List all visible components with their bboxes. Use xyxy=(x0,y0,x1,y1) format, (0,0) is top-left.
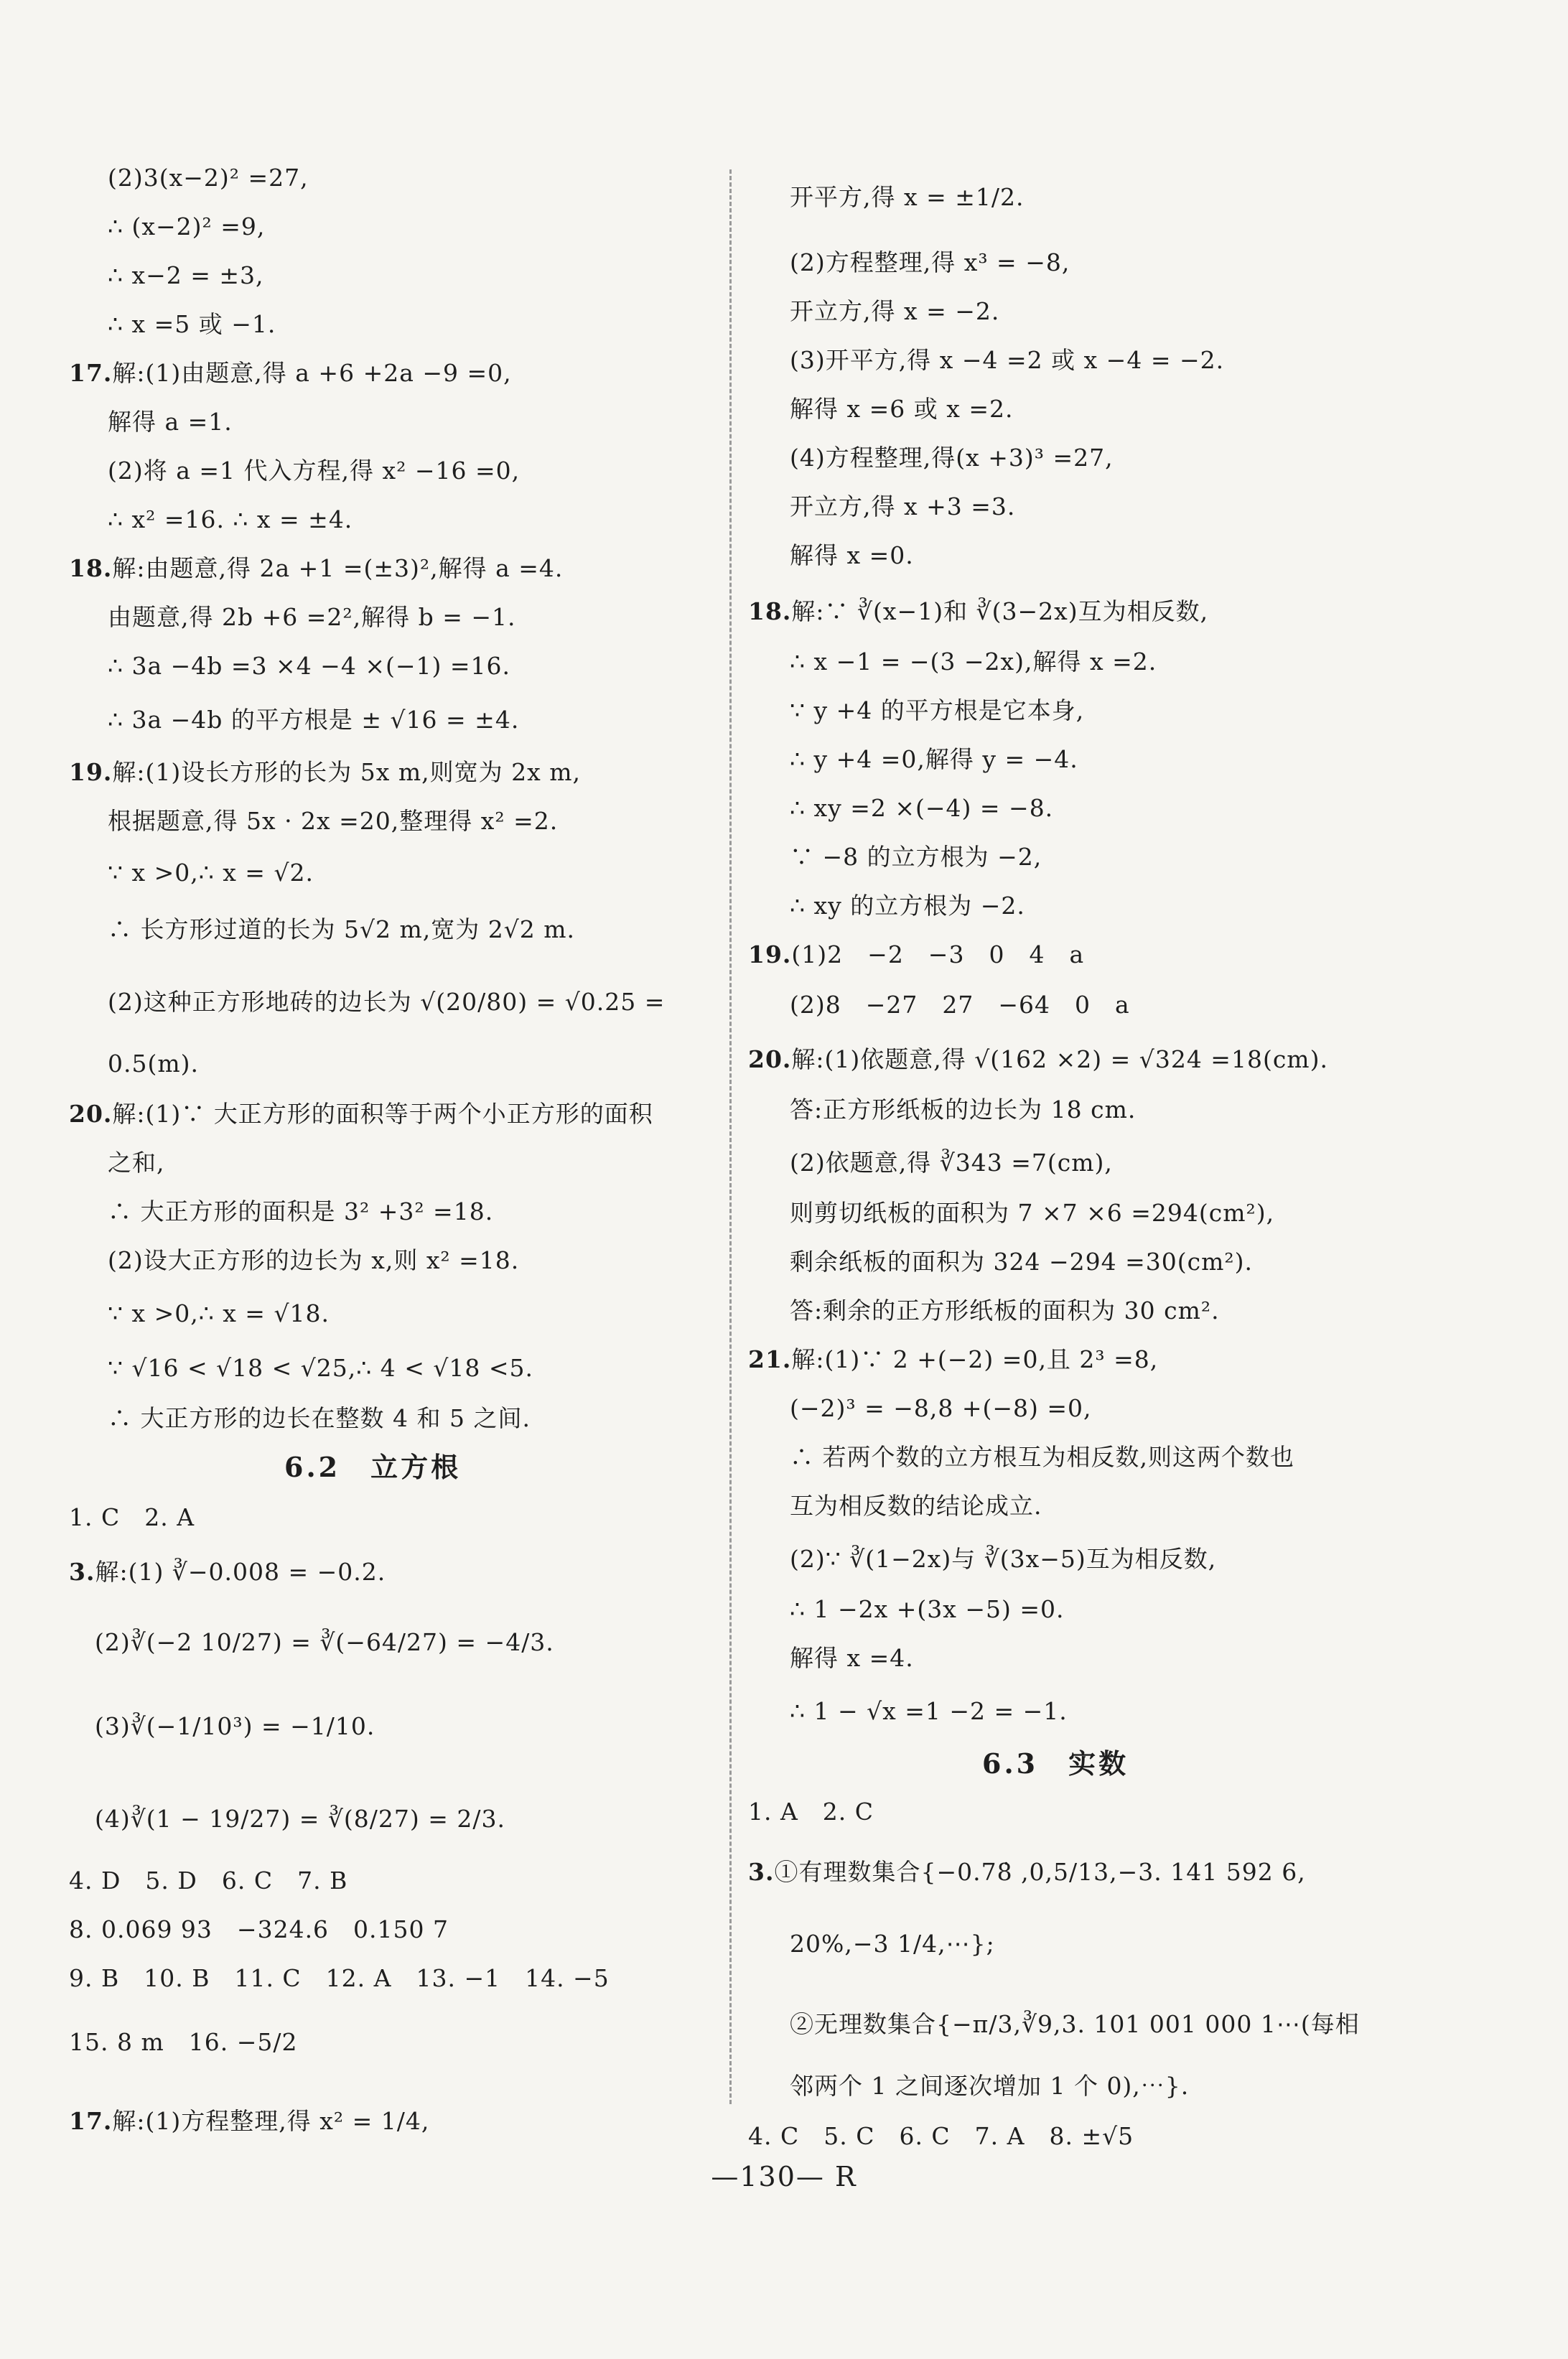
answer-text: ∴ 长方形过道的长为 5√2 m,宽为 2√2 m. xyxy=(108,915,576,943)
answer-line xyxy=(69,1964,610,1993)
question-number: 19. xyxy=(69,758,113,786)
answer-line xyxy=(790,2010,1360,2039)
answer-line xyxy=(790,541,914,570)
answer-text: ∴ y +4 =0,解得 y = −4. xyxy=(790,745,1078,773)
answer-line xyxy=(790,1199,1274,1228)
answer-text: ∴ x−2 = ±3, xyxy=(108,261,264,289)
answer-text: 6.2 立方根 xyxy=(284,1451,462,1483)
answer-line xyxy=(108,1299,330,1328)
answer-text: (2)∛(−2 10/27) = ∛(−64/27) = −4/3. xyxy=(95,1628,554,1656)
answer-line xyxy=(790,1930,995,1958)
question-number: 18. xyxy=(748,597,792,625)
question-number: 17. xyxy=(69,2107,113,2135)
answer-text: ∵ −8 的立方根为 −2, xyxy=(790,843,1042,871)
answer-text: 解:(1)∵ 2 +(−2) =0,且 2³ =8, xyxy=(791,1345,1159,1373)
answer-line xyxy=(108,706,519,734)
answer-line xyxy=(108,408,233,436)
answer-line xyxy=(748,1345,1158,1374)
edition-mark: R xyxy=(835,2161,857,2192)
answer-text: 6.3 实数 xyxy=(982,1747,1129,1780)
answer-line xyxy=(108,915,575,944)
answer-line xyxy=(790,1096,1136,1124)
answer-line xyxy=(69,1503,195,1532)
answer-line xyxy=(790,1492,1042,1520)
answer-text: 解得 x =6 或 x =2. xyxy=(790,395,1014,423)
answer-line xyxy=(790,395,1013,424)
answer-line xyxy=(748,1798,874,1826)
answer-line xyxy=(748,2122,1134,2151)
answer-line xyxy=(790,843,1042,872)
answer-line xyxy=(108,1149,165,1177)
answer-line xyxy=(69,758,581,787)
answer-line xyxy=(790,492,1015,521)
answer-text: 解得 x =0. xyxy=(790,541,914,569)
answer-line xyxy=(108,988,665,1017)
answer-text: (2)依题意,得 ∛343 =7(cm), xyxy=(790,1149,1113,1177)
answer-text: 根据题意,得 5x · 2x =20,整理得 x² =2. xyxy=(108,807,559,835)
answer-line xyxy=(108,310,276,339)
answer-text: 解:(1)方程整理,得 x² = 1/4, xyxy=(112,2107,430,2135)
answer-text: ∴ 大正方形的边长在整数 4 和 5 之间. xyxy=(108,1404,531,1432)
answer-line xyxy=(748,940,1084,969)
answer-line xyxy=(790,1443,1294,1472)
answer-text: 则剪切纸板的面积为 7 ×7 ×6 =294(cm²), xyxy=(790,1199,1275,1227)
answer-text: ∴ 3a −4b 的平方根是 ± √16 = ±4. xyxy=(108,706,520,734)
answer-text: ∵ x >0,∴ x = √2. xyxy=(108,859,314,887)
answer-line xyxy=(790,745,1078,774)
column-divider xyxy=(729,169,732,2104)
answer-text: (2)∵ ∛(1−2x)与 ∛(3x−5)互为相反数, xyxy=(790,1545,1217,1573)
answer-text: (2)8 −27 27 −64 0 a xyxy=(790,991,1130,1019)
answer-text: ∴ x =5 或 −1. xyxy=(108,310,276,338)
answer-line xyxy=(790,248,1070,277)
answer-text: (3)∛(−1/10³) = −1/10. xyxy=(95,1712,375,1740)
answer-text: 解:由题意,得 2a +1 =(±3)²,解得 a =4. xyxy=(112,554,564,582)
question-number: 17. xyxy=(69,359,113,387)
answer-text: ∵ y +4 的平方根是它本身, xyxy=(790,696,1085,724)
answer-line xyxy=(790,696,1084,725)
answer-text: 邻两个 1 之间逐次增加 1 个 0),⋯}. xyxy=(790,2072,1190,2100)
question-number: 19. xyxy=(748,940,792,968)
answer-text: ∴ 大正方形的面积是 3² +3² =18. xyxy=(108,1197,494,1225)
answer-text: 20%,−3 1/4,⋯}; xyxy=(790,1930,995,1958)
answer-text: 0.5(m). xyxy=(108,1050,200,1078)
answer-text: 15. 8 m 16. −5/2 xyxy=(69,2028,298,2056)
answer-text: 答:正方形纸板的边长为 18 cm. xyxy=(790,1096,1137,1124)
answer-text: 解:∵ ∛(x−1)和 ∛(3−2x)互为相反数, xyxy=(791,597,1209,625)
answer-text: 9. B 10. B 11. C 12. A 13. −1 14. −5 xyxy=(69,1964,610,1992)
answer-line xyxy=(95,1628,554,1657)
answer-text: ∴ 3a −4b =3 ×4 −4 ×(−1) =16. xyxy=(108,652,510,680)
answer-line xyxy=(790,991,1130,1019)
answer-text: ∴ xy 的立方根为 −2. xyxy=(790,892,1025,920)
answer-text: (2)设大正方形的边长为 x,则 x² =18. xyxy=(108,1246,520,1274)
answer-line xyxy=(108,807,558,836)
question-number: 21. xyxy=(748,1345,792,1373)
answer-line xyxy=(790,1248,1253,1276)
answer-text: ∴ x² =16. ∴ x = ±4. xyxy=(108,505,353,533)
answer-text: ①有理数集合{−0.78̇ ,0,5/13,−3. 141 592 6, xyxy=(774,1858,1306,1886)
answer-line xyxy=(790,297,999,326)
section-heading xyxy=(982,1747,1129,1781)
answer-line xyxy=(69,2107,429,2136)
question-number: 3. xyxy=(748,1858,775,1886)
answer-text: 解:(1)依题意,得 √(162 ×2) = √324 =18(cm). xyxy=(791,1045,1328,1073)
answer-text: ∵ x >0,∴ x = √18. xyxy=(108,1299,330,1327)
answer-line xyxy=(790,1297,1220,1325)
question-number: 3. xyxy=(69,1558,95,1586)
answer-line xyxy=(69,359,512,388)
answer-line xyxy=(108,1354,533,1383)
answer-text: ∴ 1 −2x +(3x −5) =0. xyxy=(790,1595,1065,1623)
answer-line xyxy=(69,1867,347,1895)
answer-text: 解:(1) ∛−0.008 = −0.2. xyxy=(95,1558,386,1586)
answer-text: (−2)³ = −8,8 +(−8) =0, xyxy=(790,1394,1092,1422)
answer-line xyxy=(108,603,515,632)
answer-text: 1. C 2. A xyxy=(69,1503,195,1531)
answer-line xyxy=(69,1915,449,1944)
answer-text: (2)这种正方形地砖的边长为 √(20/80) = √0.25 = xyxy=(108,988,666,1016)
answer-line xyxy=(108,261,264,290)
answer-line xyxy=(748,1045,1328,1074)
answer-line xyxy=(108,859,314,887)
answer-line xyxy=(108,1404,531,1433)
answer-text: 解得 a =1. xyxy=(108,408,233,436)
answer-line xyxy=(108,652,510,681)
answer-text: ②无理数集合{−π/3,∛9,3. 101 001 000 1⋯(每相 xyxy=(790,2010,1360,2038)
answer-line xyxy=(790,1595,1064,1624)
answer-line xyxy=(108,164,309,192)
answer-text: (2)将 a =1 代入方程,得 x² −16 =0, xyxy=(108,457,521,485)
answer-line xyxy=(790,1394,1092,1423)
answer-text: 互为相反数的结论成立. xyxy=(790,1492,1042,1520)
answer-text: 4. C 5. C 6. C 7. A 8. ±√5 xyxy=(748,2122,1134,2150)
question-number: 20. xyxy=(748,1045,792,1073)
answer-text: ∴ 1 − √x =1 −2 = −1. xyxy=(790,1697,1068,1725)
answer-line xyxy=(748,597,1208,626)
answer-text: 开立方,得 x = −2. xyxy=(790,297,1000,325)
answer-line xyxy=(790,892,1025,920)
answer-text: 解:(1)∵ 大正方形的面积等于两个小正方形的面积 xyxy=(112,1100,653,1128)
page-footer xyxy=(0,2159,1568,2194)
answer-line xyxy=(790,346,1224,375)
answer-line xyxy=(108,457,520,485)
answer-text: ∴ x −1 = −(3 −2x),解得 x =2. xyxy=(790,648,1157,676)
answer-line xyxy=(108,212,265,241)
answer-line xyxy=(95,1805,505,1834)
answer-text: ∴ 若两个数的立方根互为相反数,则这两个数也 xyxy=(790,1443,1294,1471)
answer-text: (3)开平方,得 x −4 =2 或 x −4 = −2. xyxy=(790,346,1225,374)
answer-text: ∴ xy =2 ×(−4) = −8. xyxy=(790,794,1054,822)
question-number: 18. xyxy=(69,554,113,582)
answer-text: 解得 x =4. xyxy=(790,1644,914,1672)
answer-text: 8. 0.069 93 −324.6 0.150 7 xyxy=(69,1915,449,1943)
answer-text: (1)2 −2 −3 0 4 a xyxy=(791,940,1085,968)
answer-text: (4)方程整理,得(x +3)³ =27, xyxy=(790,444,1114,472)
answer-text: 4. D 5. D 6. C 7. B xyxy=(69,1867,348,1895)
answer-text: (2)方程整理,得 x³ = −8, xyxy=(790,248,1070,276)
answer-line xyxy=(790,1149,1113,1177)
answer-line xyxy=(69,1100,653,1129)
page-number: —130— xyxy=(711,2161,825,2192)
answer-line xyxy=(790,1545,1216,1574)
answer-line xyxy=(748,1858,1306,1887)
answer-text: 开平方,得 x = ±1/2. xyxy=(790,183,1025,211)
answer-line xyxy=(108,505,353,534)
answer-text: 答:剩余的正方形纸板的面积为 30 cm². xyxy=(790,1297,1220,1325)
answer-text: (4)∛(1 − 19/27) = ∛(8/27) = 2/3. xyxy=(95,1805,505,1833)
answer-text: ∴ (x−2)² =9, xyxy=(108,212,266,240)
answer-line xyxy=(108,1197,493,1226)
answer-line xyxy=(790,794,1053,823)
answer-line xyxy=(108,1050,199,1078)
answer-text: 剩余纸板的面积为 324 −294 =30(cm²). xyxy=(790,1248,1253,1276)
answer-text: ∵ √16 < √18 < √25,∴ 4 < √18 <5. xyxy=(108,1354,534,1382)
answer-line xyxy=(95,1712,375,1741)
section-heading xyxy=(284,1450,461,1485)
answer-text: 解:(1)由题意,得 a +6 +2a −9 =0, xyxy=(112,359,512,387)
answer-text: 1. A 2. C xyxy=(748,1798,874,1826)
answer-line xyxy=(108,1246,519,1275)
answer-line xyxy=(69,1558,386,1587)
answer-text: 之和, xyxy=(108,1149,165,1177)
answer-line xyxy=(790,1644,914,1673)
answer-text: 解:(1)设长方形的长为 5x m,则宽为 2x m, xyxy=(112,758,582,786)
answer-line xyxy=(790,648,1157,676)
answer-line xyxy=(69,554,563,583)
answer-line xyxy=(790,183,1024,212)
answer-line xyxy=(790,2072,1189,2101)
question-number: 20. xyxy=(69,1100,113,1128)
answer-text: (2)3(x−2)² =27, xyxy=(108,164,309,192)
answer-text: 开立方,得 x +3 =3. xyxy=(790,492,1016,520)
answer-text: 由题意,得 2b +6 =2²,解得 b = −1. xyxy=(108,603,516,631)
answer-line xyxy=(790,1697,1068,1726)
answer-line xyxy=(69,2028,297,2057)
answer-line xyxy=(790,444,1114,472)
